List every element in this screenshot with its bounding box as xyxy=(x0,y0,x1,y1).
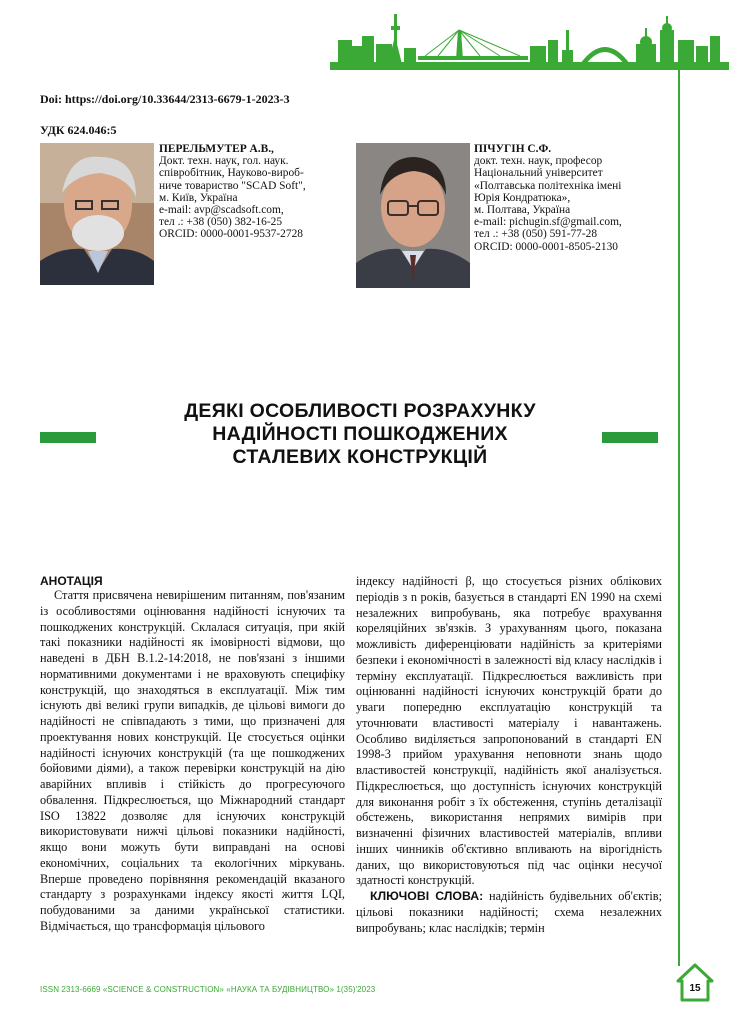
author-degree: Докт. техн. наук, гол. наук. xyxy=(159,155,289,168)
author-name: ПЕРЕЛЬМУТЕР А.В., xyxy=(159,143,274,155)
city-skyline-banner xyxy=(330,0,729,70)
title-accent-bar-left xyxy=(40,432,96,443)
abstract-column-right xyxy=(356,574,662,936)
abstract-text-continued: індексу надійності β, що стосується різних облікових періодів з n років, базується в стандарті EN 1990 на схемі незалежних випробувань, яка потребує врахування кореляційних зв'язків. З урахуванням цього, показана можливість диференціювати надійність за критеріями безпеки і економічності в залежності від класу наслідків і терміну експлуатації. Підкреслюється важливість при оцінюванні надійності існуючих конструкцій брати до уваги попередню експлуатацію конструкцій та уточнювати властивості матеріалу і навантажень. Особливо виділяється запропонований в стандарті EN 1998-3 прийом урахування неповноти знань щодо властивостей конструкції, надійність якої аналізується. Підкреслюється, що доступність існуючих конструкцій для виконання робіт з їх обстеження, ступінь деталізації обстежень, використання непрямих вимірів при визначенні фізичних властивостей матеріалів, впливи інших чинників об'єктивно впливають на вірогідність даних, що використовуються під час оцінки несучої здатності конструкцій. xyxy=(356,574,662,888)
keywords-label: КЛЮЧОВІ СЛОВА: xyxy=(370,889,484,903)
author-email: e-mail: avp@scadsoft.com, xyxy=(159,204,284,217)
author-city: м. Київ, Україна xyxy=(159,191,238,204)
author-position: співробітник, Науково-вироб- xyxy=(159,167,304,180)
author-orcid: ORCID: 0000-0001-9537-2728 xyxy=(159,228,303,241)
udk-code: УДК 624.046:5 xyxy=(40,123,117,137)
author-organization-name: «Полтавська політехніка імені xyxy=(474,179,622,192)
page-frame-line xyxy=(678,66,680,966)
author-photo-pichugin xyxy=(356,143,470,288)
author-phone: тел .: +38 (050) 591-77-28 xyxy=(474,228,598,241)
author-block-perelmuter xyxy=(159,143,349,241)
abstract-column-left xyxy=(40,574,345,935)
author-organization: Національний університет xyxy=(474,167,603,180)
author-organization: ниче товариство "SCAD Soft", xyxy=(159,179,306,192)
author-orcid: ORCID: 0000-0001-8505-2130 xyxy=(474,240,618,253)
abstract-text: Стаття присвячена невирішеним питанням, пов'язаним із особливостями оцінювання надійності існуючих та пошкоджених конструкцій. Склалася ситуація, при якій такі показники надійності як імовірності відмови, що наведені в ДБН В.1.2-14:2018, не пов'язані з іншими нормативними документами і не враховують специфіку конструкцій, що знаходяться в експлуатації. Між тим існують дві великі групи випадків, де цільові вимоги до надійності не співпадають з тими, що призначені для проектування нових конструкцій. Це стосується оцінки надійності існуючих конструкцій (та ще пошкоджених бойовими діями), а також перевірки конструкцій на дію аварійних впливів і стійкість до прогресуючого обвалення. Підкреслюється, що Міжнародний стандарт ISO 13822 дозволяє для існуючих конструкцій використовувати нижчі цільові показники надійності, якщо вони можуть бути виправдані на основі економічних, соціальних та екологічних міркувань. Вперше проведено порівняння рекомендацій вказаного стандарту з розрахунками індексу якості життя LQI, побудованими за даними української статистики. Відмічається, що трансформація цільового xyxy=(40,588,345,933)
keywords-text: надійність будівельних об'єктів; цільові показники надійності; схема незалежних випробувань; клас наслідків; термін xyxy=(356,889,662,935)
author-email: e-mail: pichugin.sf@gmail.com, xyxy=(474,216,622,229)
journal-footer: ISSN 2313-6669 «SCIENCE & CONSTRUCTION» «НАУКА ТА БУДІВНИЦТВО» 1(35)'2023 xyxy=(40,985,376,994)
article-title xyxy=(130,400,590,469)
page-number: 15 xyxy=(689,983,701,994)
doi-line: Doi: https://doi.org/10.33644/2313-6679-1-2023-3 xyxy=(40,92,290,106)
article-title-line: ДЕЯКІ ОСОБЛИВОСТІ РОЗРАХУНКУ xyxy=(184,400,536,422)
author-organization-name-cont: Юрія Кондратюка», xyxy=(474,191,571,204)
title-accent-bar-right xyxy=(602,432,658,443)
author-photo-perelmuter xyxy=(40,143,154,285)
author-phone: тел .: +38 (050) 382-16-25 xyxy=(159,216,283,229)
article-title-line: НАДІЙНОСТІ ПОШКОДЖЕНИХ xyxy=(212,423,508,445)
article-title-line: СТАЛЕВИХ КОНСТРУКЦІЙ xyxy=(232,446,488,468)
author-city: м. Полтава, Україна xyxy=(474,204,571,217)
author-degree: докт. техн. наук, професор xyxy=(474,155,603,168)
keywords-paragraph xyxy=(356,889,662,936)
author-block-pichugin xyxy=(474,143,670,253)
abstract-heading: АНОТАЦІЯ xyxy=(40,574,103,588)
author-name: ПІЧУГІН С.Ф. xyxy=(474,143,552,155)
